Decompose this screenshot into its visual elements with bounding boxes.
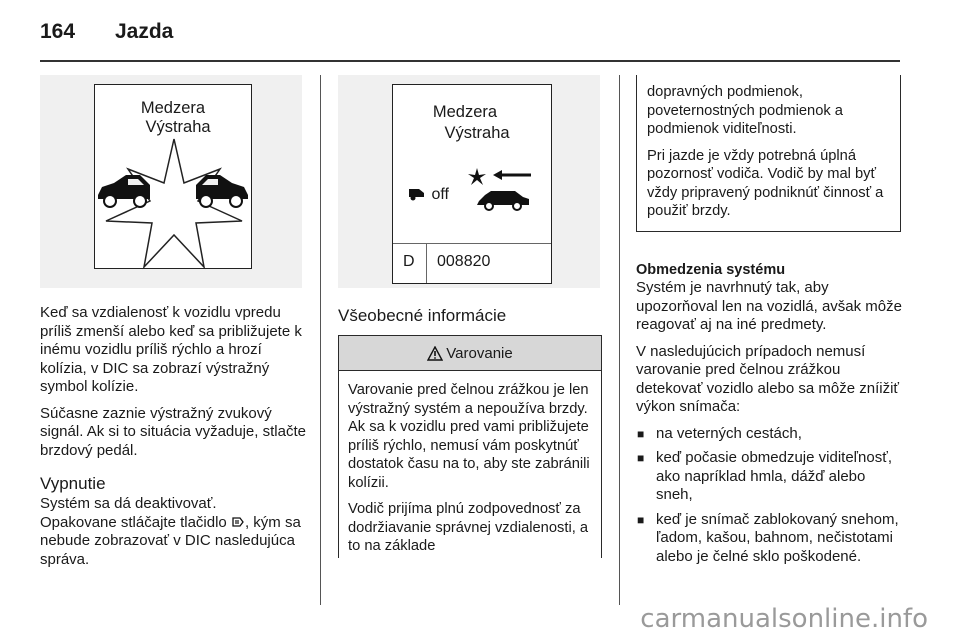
- heading-deactivation: Vypnutie: [40, 474, 106, 493]
- list-item: ■ na veterných cestách,: [636, 425, 906, 444]
- warning-body: [339, 371, 601, 556]
- figure-label-warning: Výstraha: [145, 118, 211, 136]
- vehicle-icon: [475, 187, 531, 211]
- warning-box: [338, 335, 602, 558]
- figure-gap-warning: [40, 75, 302, 288]
- warning-box-continued: [636, 75, 901, 232]
- paragraph-chime: Súčasne zaznie výstražný zvukový signál. Ak si to situácia vyžaduje, stlačte brzdový pedál.: [40, 404, 306, 459]
- watermark: carmanualsonline.info: [640, 604, 928, 634]
- dic-label-gap: Medzera: [432, 103, 498, 121]
- heading-system-limits: Obmedzenia systému: [636, 262, 786, 278]
- off-label: off: [431, 186, 449, 203]
- warning-paragraph-2: Vodič prijíma plnú zodpovednosť za dodržiavanie správnej vzdialenosti, a to na základe: [348, 501, 589, 554]
- conditions-list: [636, 425, 906, 567]
- paragraph-deactivation: [40, 514, 308, 570]
- deactivation-text-after: , kým sa nebude zobrazovať v DIC nasledujúca správa.: [40, 513, 301, 568]
- paragraph-conditions: V nasledujúcich prípadoch nemusí varovanie pred čelnou zrážkou detekovať vozidlo alebo sa môže zníižiť výkon snímača:: [636, 342, 900, 415]
- figure-dic-display: [338, 75, 600, 288]
- warning-header: [339, 336, 601, 371]
- figure-code-number: 008820: [437, 253, 491, 270]
- gap-button-icon: [231, 515, 245, 529]
- dic-screen: [392, 84, 552, 284]
- warning-paragraph-1: Varovanie pred čelnou zrážkou je len výstražný systém a nepoužíva brzdy. Ak sa k vozidlu pred vami približujete príliš rýchlo, nemusí vám poskytnúť dostatok času na to, aby ste zabránili kolízii.: [348, 382, 590, 491]
- deactivation-text-before: Opakovane stláčajte tlačidlo: [40, 513, 227, 531]
- page-number: 164: [40, 20, 76, 43]
- car-right-icon: [194, 173, 250, 209]
- warning-triangle-icon: [427, 346, 443, 361]
- paragraph-system-design: Systém je navrhnutý tak, aby upozorňoval len na vozidlá, avšak môže reagovať aj na iné predmety.: [636, 279, 902, 333]
- column-divider-left: [320, 75, 321, 605]
- column-divider-right: [619, 75, 620, 605]
- header-rule: [40, 60, 900, 62]
- warning-title: Varovanie: [446, 344, 513, 362]
- warning-cont-paragraph-2: Pri jazde je vždy potrebná úplná pozornosť vodiča. Vodič by mal byť vždy pripravený podniknúť činnosť a použiť brzdy.: [647, 147, 884, 219]
- column-1-text: [40, 304, 308, 569]
- paragraph-deactivation-line1: Systém sa dá deaktivovať.: [40, 495, 217, 512]
- vehicle-off-indicator: [407, 185, 449, 204]
- figure-code-letter: D: [403, 253, 415, 270]
- small-star-icon: [467, 167, 487, 187]
- vehicle-ahead-icon: [407, 185, 427, 201]
- paragraph-alert-intro: Keď sa vzdialenosť k vozidlu vpredu príliš zmenší alebo keď sa približujete k inému vozidlu príliš rýchlo a hrozí kolízia, v DIC sa zobrazí výstražný symbol kolízie.: [40, 304, 302, 395]
- dic-label-warning: Výstraha: [444, 124, 510, 142]
- list-item: ■ keď počasie obmedzuje viditeľnosť, ako napríklad hmla, dážď alebo sneh,: [636, 449, 906, 505]
- figure-label-gap: Medzera: [140, 99, 206, 117]
- arrow-left-icon: [493, 169, 533, 181]
- warning-cont-paragraph-1: dopravných podmienok, poveternostných podmienok a podmienok viditeľnosti.: [647, 84, 843, 137]
- column-3-text: [636, 261, 906, 572]
- list-item: ■ keď je snímač zablokovaný snehom, ľadom, kašou, bahnom, nečistotami alebo je čelné sklo poškodené.: [636, 511, 906, 567]
- car-left-icon: [96, 173, 152, 209]
- chapter-title: Jazda: [115, 20, 174, 43]
- heading-general-info: Všeobecné informácie: [338, 306, 507, 325]
